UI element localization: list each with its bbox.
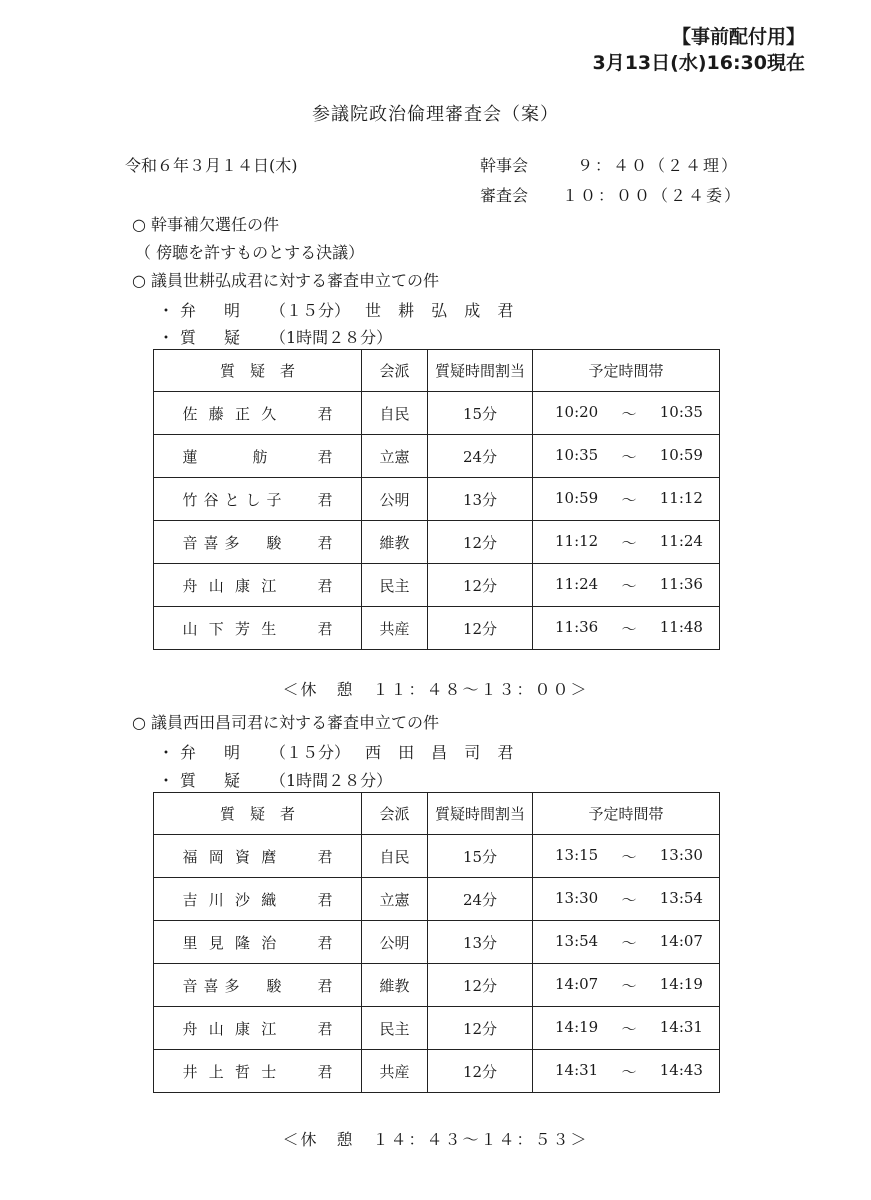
table-row: [154, 392, 720, 435]
table-row: [154, 435, 720, 478]
questioner-name: 井上哲士 君: [154, 1050, 362, 1093]
agenda-item-3: ○ 議員西田昌司君に対する審査申立ての件: [132, 713, 440, 732]
header-party: 会派: [362, 350, 428, 392]
explanation-label-2: ・弁 明: [158, 743, 247, 762]
explanation-member-1: 世 耕 弘 成 君: [365, 301, 520, 320]
allocation-cell: 15分: [428, 835, 533, 878]
table-row: [154, 521, 720, 564]
allocation-cell: 12分: [428, 1007, 533, 1050]
table-header-row: [154, 793, 720, 835]
explanation-label-1: ・弁 明: [158, 301, 247, 320]
allocation-cell: 24分: [428, 878, 533, 921]
questioner-name: 山下芳生 君: [154, 607, 362, 650]
question-duration-1: （1時間２８分）: [270, 328, 393, 347]
time-slot-cell: 10:59 ～ 11:12: [533, 478, 720, 521]
allocation-cell: 24分: [428, 435, 533, 478]
table-row: [154, 921, 720, 964]
time-slot-cell: 11:36 ～ 11:48: [533, 607, 720, 650]
time-slot-cell: 13:54 ～ 14:07: [533, 921, 720, 964]
table-row: [154, 607, 720, 650]
meeting-label-2: 審査会: [480, 186, 529, 205]
party-cell: 公明: [362, 921, 428, 964]
table-row: [154, 878, 720, 921]
table-row: [154, 478, 720, 521]
allocation-cell: 12分: [428, 1050, 533, 1093]
header-questioner: 質 疑 者: [154, 793, 362, 835]
allocation-cell: 15分: [428, 392, 533, 435]
explanation-duration-2: （１５分）: [270, 743, 351, 762]
schedule-table-1: [153, 349, 720, 650]
table-row: [154, 964, 720, 1007]
time-slot-cell: 11:12 ～ 11:24: [533, 521, 720, 564]
page-title: 参議院政治倫理審査会（案）: [312, 104, 559, 125]
party-cell: 共産: [362, 607, 428, 650]
questioner-name: 里見隆治 君: [154, 921, 362, 964]
table-row: [154, 1007, 720, 1050]
time-slot-cell: 10:35 ～ 10:59: [533, 435, 720, 478]
meeting-date: 令和６年３月１４日(木): [125, 156, 298, 175]
questioner-name: 佐藤正久 君: [154, 392, 362, 435]
questioner-name: 福岡資麿 君: [154, 835, 362, 878]
agenda-item-2: ○ 議員世耕弘成君に対する審査申立ての件: [132, 271, 440, 290]
time-slot-cell: 14:07 ～ 14:19: [533, 964, 720, 1007]
break-notice-2: ＜休 憩 １４：４３～１４：５３＞: [282, 1130, 589, 1149]
party-cell: 立憲: [362, 435, 428, 478]
question-label-2: ・質 疑: [158, 771, 247, 790]
explanation-duration-1: （１５分）: [270, 301, 351, 320]
distribution-stamp: 【事前配付用】: [671, 26, 805, 48]
table-row: [154, 564, 720, 607]
allocation-cell: 12分: [428, 964, 533, 1007]
allocation-cell: 12分: [428, 607, 533, 650]
questioner-name: 音喜多 駿 君: [154, 964, 362, 1007]
table-row: [154, 1050, 720, 1093]
questioner-name: 吉川沙織 君: [154, 878, 362, 921]
agenda-note: （ 傍聴を許すものとする決議）: [135, 243, 365, 262]
time-slot-cell: 13:30 ～ 13:54: [533, 878, 720, 921]
time-slot-cell: 11:24 ～ 11:36: [533, 564, 720, 607]
party-cell: 立憲: [362, 878, 428, 921]
allocation-cell: 13分: [428, 478, 533, 521]
meeting-label-1: 幹事会: [480, 156, 529, 175]
meeting-time-2: １０：００（２４委）: [562, 186, 743, 205]
table-header-row: [154, 350, 720, 392]
questioner-name: 音喜多 駿 君: [154, 521, 362, 564]
table-row: [154, 835, 720, 878]
as-of-timestamp: 3月13日(水)16:30現在: [592, 52, 805, 74]
header-slot: 予定時間帯: [533, 793, 720, 835]
schedule-table-2: [153, 792, 720, 1093]
time-slot-cell: 14:31 ～ 14:43: [533, 1050, 720, 1093]
meeting-time-1: ９：４０（２４理）: [577, 156, 740, 175]
allocation-cell: 12分: [428, 521, 533, 564]
allocation-cell: 13分: [428, 921, 533, 964]
questioner-name: 舟山康江 君: [154, 1007, 362, 1050]
party-cell: 民主: [362, 1007, 428, 1050]
party-cell: 維教: [362, 964, 428, 1007]
explanation-member-2: 西 田 昌 司 君: [365, 743, 520, 762]
header-party: 会派: [362, 793, 428, 835]
party-cell: 公明: [362, 478, 428, 521]
questioner-name: 舟山康江 君: [154, 564, 362, 607]
party-cell: 共産: [362, 1050, 428, 1093]
time-slot-cell: 14:19 ～ 14:31: [533, 1007, 720, 1050]
header-slot: 予定時間帯: [533, 350, 720, 392]
questioner-name: 蓮 舫 君: [154, 435, 362, 478]
allocation-cell: 12分: [428, 564, 533, 607]
time-slot-cell: 10:20 ～ 10:35: [533, 392, 720, 435]
party-cell: 自民: [362, 835, 428, 878]
party-cell: 自民: [362, 392, 428, 435]
agenda-item-1: ○ 幹事補欠選任の件: [132, 215, 280, 234]
questioner-name: 竹谷とし子 君: [154, 478, 362, 521]
header-allocation: 質疑時間割当: [428, 793, 533, 835]
time-slot-cell: 13:15 ～ 13:30: [533, 835, 720, 878]
question-label-1: ・質 疑: [158, 328, 247, 347]
break-notice-1: ＜休 憩 １１：４８～１３：００＞: [282, 680, 589, 699]
party-cell: 民主: [362, 564, 428, 607]
header-allocation: 質疑時間割当: [428, 350, 533, 392]
header-questioner: 質 疑 者: [154, 350, 362, 392]
question-duration-2: （1時間２８分）: [270, 771, 393, 790]
party-cell: 維教: [362, 521, 428, 564]
